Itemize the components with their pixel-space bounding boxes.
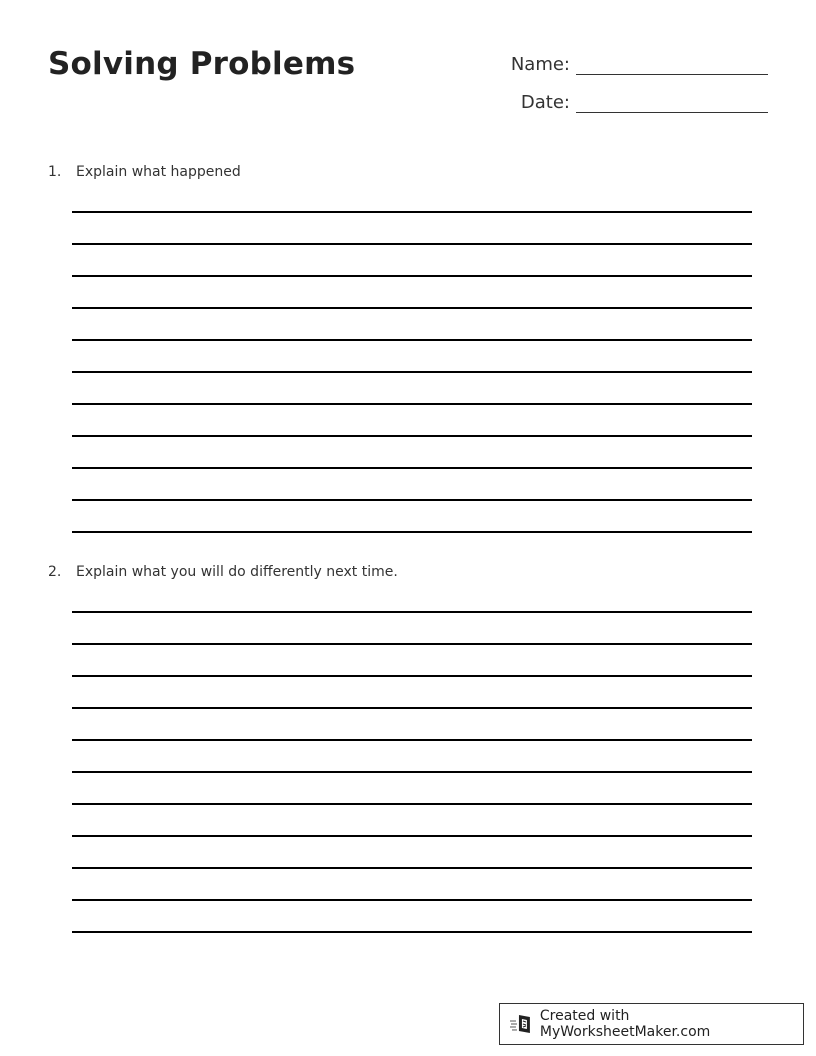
answer-line[interactable] bbox=[72, 611, 752, 613]
date-label: Date: bbox=[520, 92, 570, 113]
answer-line[interactable] bbox=[72, 835, 752, 837]
answer-line[interactable] bbox=[72, 371, 752, 373]
answer-line[interactable] bbox=[72, 467, 752, 469]
answer-line[interactable] bbox=[72, 803, 752, 805]
question-1 bbox=[48, 164, 241, 180]
answer-line[interactable] bbox=[72, 931, 752, 933]
answer-line[interactable] bbox=[72, 531, 752, 533]
answer-line[interactable] bbox=[72, 275, 752, 277]
question-text: Explain what you will do differently next time. bbox=[76, 564, 398, 580]
question-2 bbox=[48, 564, 398, 580]
answer-line[interactable] bbox=[72, 307, 752, 309]
answer-line[interactable] bbox=[72, 243, 752, 245]
answer-line[interactable] bbox=[72, 643, 752, 645]
answer-line[interactable] bbox=[72, 867, 752, 869]
answer-line[interactable] bbox=[72, 707, 752, 709]
page-title: Solving Problems bbox=[48, 46, 356, 82]
answer-line[interactable] bbox=[72, 899, 752, 901]
answer-line[interactable] bbox=[72, 739, 752, 741]
footer-badge[interactable] bbox=[499, 1003, 804, 1045]
answer-line[interactable] bbox=[72, 211, 752, 213]
answer-line[interactable] bbox=[72, 675, 752, 677]
name-field bbox=[500, 54, 768, 75]
worksheet-maker-logo-icon bbox=[510, 1013, 534, 1035]
answer-line[interactable] bbox=[72, 339, 752, 341]
question-number: 1. bbox=[48, 164, 62, 180]
question-number: 2. bbox=[48, 564, 62, 580]
answer-line[interactable] bbox=[72, 499, 752, 501]
answer-line[interactable] bbox=[72, 403, 752, 405]
question-text: Explain what happened bbox=[76, 164, 241, 180]
name-label: Name: bbox=[510, 54, 570, 75]
answer-line[interactable] bbox=[72, 435, 752, 437]
date-input-line[interactable] bbox=[576, 92, 768, 113]
name-input-line[interactable] bbox=[576, 54, 768, 75]
answer-line[interactable] bbox=[72, 771, 752, 773]
date-field bbox=[500, 92, 768, 113]
footer-text: Created with MyWorksheetMaker.com bbox=[539, 1008, 711, 1040]
